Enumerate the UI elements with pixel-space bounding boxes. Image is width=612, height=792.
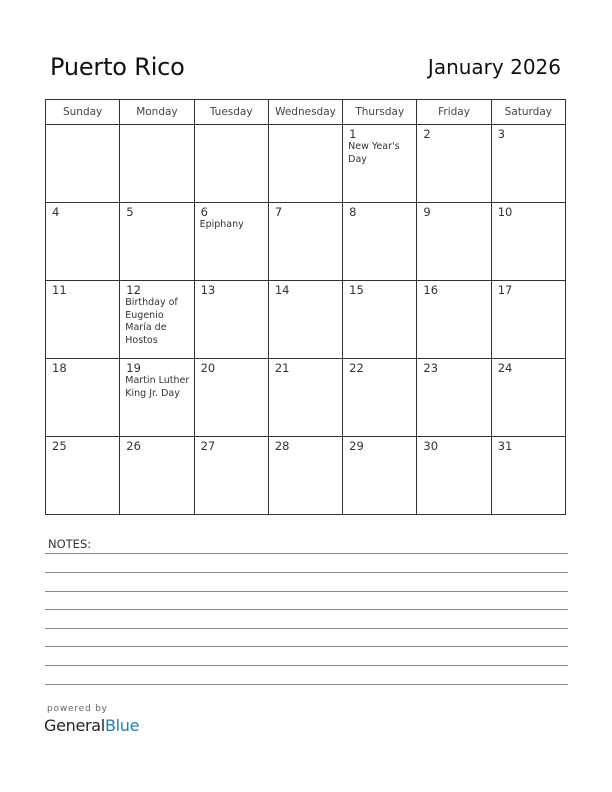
- weekday-header-row: [46, 100, 566, 125]
- day-number: 17: [497, 283, 513, 297]
- day-number: 22: [349, 361, 364, 375]
- notes-line: [45, 609, 568, 610]
- holiday-label: Martin Luther King Jr. Day: [125, 375, 190, 399]
- week-row: [46, 437, 566, 515]
- weekday-header: Friday: [417, 100, 491, 125]
- weekday-header: Wednesday: [268, 100, 342, 125]
- logo-text-blue: Blue: [104, 716, 140, 735]
- day-cell: [343, 203, 417, 281]
- day-number: 19: [126, 361, 141, 375]
- day-number: 25: [52, 439, 67, 453]
- calendar-title-month: January 2026: [427, 55, 561, 79]
- day-number: 5: [126, 205, 134, 219]
- logo-text-general: General: [44, 716, 105, 735]
- day-cell: [120, 125, 194, 203]
- day-cell: [343, 125, 417, 203]
- day-cell: [120, 437, 194, 515]
- notes-line: [45, 572, 568, 573]
- day-number: 14: [274, 283, 290, 297]
- day-cell: [417, 203, 491, 281]
- notes-line: [45, 665, 568, 666]
- day-cell: [194, 359, 268, 437]
- day-cell: [268, 437, 342, 515]
- day-cell: [268, 281, 342, 359]
- day-cell: [268, 203, 342, 281]
- day-number: 18: [52, 361, 67, 375]
- notes-line: [45, 591, 568, 592]
- weekday-header: Thursday: [343, 100, 417, 125]
- day-cell: [120, 359, 194, 437]
- week-row: [46, 359, 566, 437]
- notes-line: [45, 684, 568, 685]
- day-number: 11: [52, 283, 67, 297]
- day-number: 3: [497, 127, 506, 141]
- day-number: 29: [349, 439, 364, 453]
- holiday-label: New Year's Day: [348, 141, 400, 165]
- day-cell: [46, 125, 120, 203]
- day-number: 7: [274, 205, 283, 219]
- day-number: 4: [52, 205, 60, 219]
- notes-line: [45, 553, 568, 554]
- day-cell: [46, 437, 120, 515]
- notes-label: NOTES:: [48, 537, 92, 551]
- weekday-header: Saturday: [491, 100, 565, 125]
- calendar-title-country: Puerto Rico: [50, 53, 185, 81]
- day-cell: [194, 203, 268, 281]
- day-cell: [417, 281, 491, 359]
- day-cell: [268, 125, 342, 203]
- day-cell: [417, 359, 491, 437]
- day-cell: [343, 359, 417, 437]
- day-number: 23: [423, 361, 439, 375]
- day-number: 2: [423, 127, 431, 141]
- day-cell: [46, 203, 120, 281]
- day-cell: [417, 437, 491, 515]
- day-number: 16: [423, 283, 439, 297]
- day-cell: [491, 203, 565, 281]
- day-number: 24: [497, 361, 513, 375]
- day-number: 12: [126, 283, 141, 297]
- day-cell: [491, 437, 565, 515]
- day-number: 10: [497, 205, 513, 219]
- week-row: [46, 281, 566, 359]
- day-cell: [268, 359, 342, 437]
- powered-by-text: powered by: [47, 704, 108, 714]
- day-number: 6: [200, 205, 208, 219]
- day-cell: [491, 125, 565, 203]
- day-number: 15: [349, 283, 364, 297]
- day-number: 9: [423, 205, 431, 219]
- day-cell: [46, 359, 120, 437]
- day-number: 28: [274, 439, 290, 453]
- day-cell: [120, 203, 194, 281]
- day-cell: [343, 281, 417, 359]
- holiday-label: Birthday of Eugenio María de Hostos: [125, 297, 178, 346]
- day-cell: [343, 437, 417, 515]
- day-cell: [194, 125, 268, 203]
- day-number: 31: [497, 439, 513, 453]
- holiday-label: Epiphany: [199, 219, 244, 230]
- notes-line: [45, 646, 568, 647]
- day-number: 8: [349, 205, 357, 219]
- day-number: 1: [349, 127, 357, 141]
- day-number: 30: [423, 439, 439, 453]
- day-number: 27: [200, 439, 216, 453]
- day-cell: [491, 359, 565, 437]
- day-cell: [491, 281, 565, 359]
- day-cell: [120, 281, 194, 359]
- day-cell: [194, 281, 268, 359]
- week-row: [46, 203, 566, 281]
- day-number: 20: [200, 361, 216, 375]
- day-cell: [194, 437, 268, 515]
- week-row: [46, 125, 566, 203]
- day-number: 21: [274, 361, 290, 375]
- generalblue-logo[interactable]: [44, 716, 139, 735]
- calendar-grid: [45, 99, 566, 515]
- weekday-header: Monday: [120, 100, 194, 125]
- weekday-header: Sunday: [46, 100, 120, 125]
- day-cell: [417, 125, 491, 203]
- day-number: 13: [200, 283, 216, 297]
- day-number: 26: [126, 439, 141, 453]
- notes-line: [45, 628, 568, 629]
- weekday-header: Tuesday: [194, 100, 268, 125]
- day-cell: [46, 281, 120, 359]
